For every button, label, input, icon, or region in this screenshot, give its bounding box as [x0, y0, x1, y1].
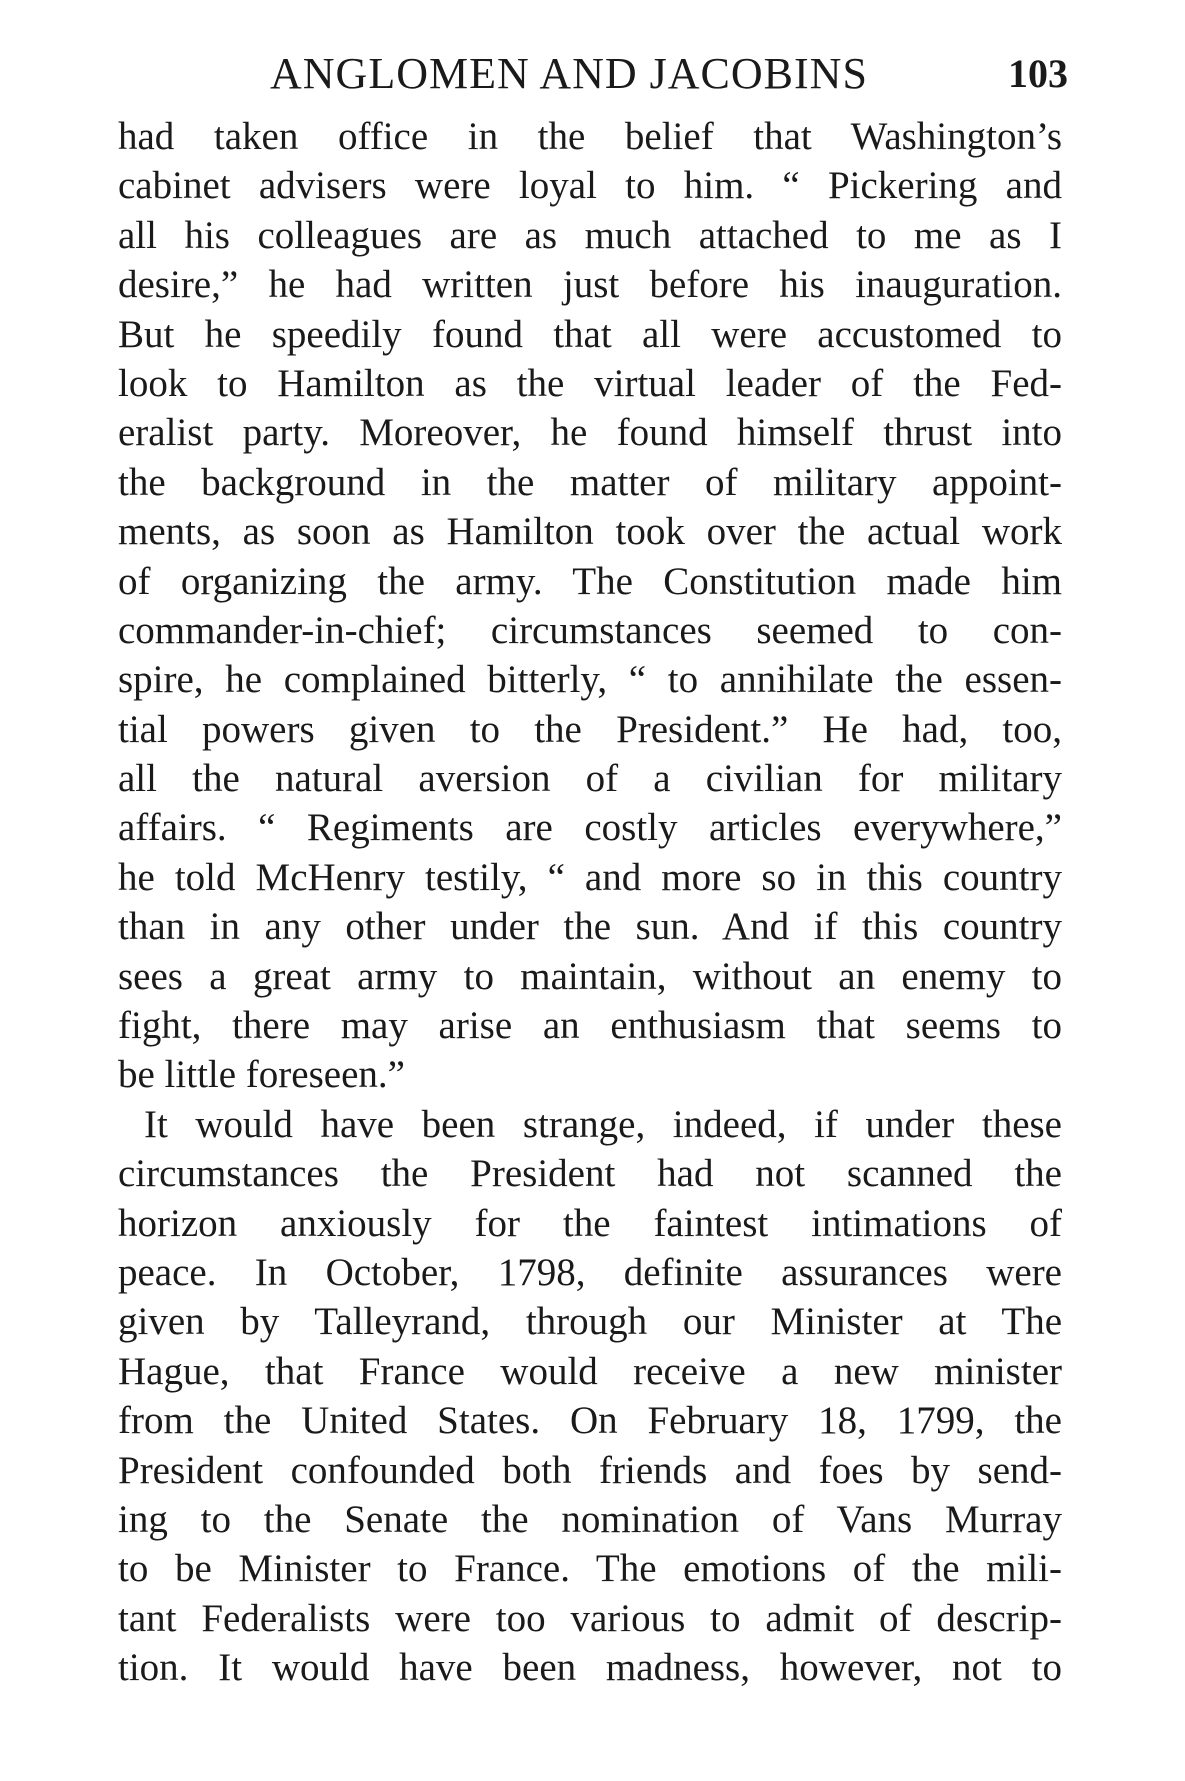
text-line: of organizing the army. The Constitution made him [118, 559, 1062, 603]
text-line: eralist party. Moreover, he found himself thrust into [118, 411, 1062, 455]
text-line: from the United States. On February 18, 1799, the [118, 1399, 1062, 1443]
running-title: ANGLOMEN AND JACOBINS [270, 49, 868, 98]
text-line: all his colleagues are as much attached to me as I [118, 213, 1062, 257]
text-line: desire,” he had written just before his inauguration. [118, 263, 1062, 307]
text-line: But he speedily found that all were accustomed to [118, 312, 1062, 356]
text-line: all the natural aversion of a civilian for military [118, 757, 1062, 801]
text-line: he told McHenry testily, “ and more so in this country [118, 855, 1062, 899]
text-line: tant Federalists were too various to admit of descrip- [118, 1596, 1062, 1640]
text-line: fight, there may arise an enthusiasm that seems to [118, 1004, 1062, 1048]
page-number: 103 [1008, 51, 1068, 96]
text-line: had taken office in the belief that Washington’s [118, 115, 1062, 158]
text-line: sees a great army to maintain, without an enemy to [118, 954, 1062, 998]
text-line: than in any other under the sun. And if this country [118, 905, 1062, 949]
text-line: tial powers given to the President.” He had, too, [118, 707, 1062, 751]
body-text [118, 112, 1062, 1693]
text-line: look to Hamilton as the virtual leader of the Fed- [118, 361, 1062, 405]
text-line: circumstances the President had not scanned the [118, 1152, 1062, 1196]
text-line: the background in the matter of military appoint- [118, 460, 1062, 504]
text-line: given by Talleyrand, through our Minister at The [118, 1300, 1062, 1344]
text-line: spire, he complained bitterly, “ to annihilate the essen- [118, 658, 1062, 702]
running-head [118, 44, 1068, 104]
text-line: to be Minister to France. The emotions of the mili- [118, 1547, 1062, 1591]
text-line: affairs. “ Regiments are costly articles everywhere,” [118, 806, 1062, 850]
text-line: cabinet advisers were loyal to him. “ Pickering and [118, 164, 1062, 208]
paragraph-end-line: be little foreseen.” [118, 1053, 405, 1097]
text-line: peace. In October, 1798, definite assurances were [118, 1250, 1062, 1294]
text-line: ing to the Senate the nomination of Vans Murray [118, 1497, 1062, 1541]
text-line: ments, as soon as Hamilton took over the actual work [118, 510, 1062, 554]
text-line: Hague, that France would receive a new minister [118, 1349, 1062, 1393]
text-line: tion. It would have been madness, however, not to [118, 1646, 1062, 1690]
text-line: horizon anxiously for the faintest intimations of [118, 1201, 1062, 1245]
text-line: President confounded both friends and foes by send- [118, 1448, 1062, 1492]
text-line: commander-in-chief; circumstances seemed to con- [118, 608, 1062, 652]
paragraph-start-line: It would have been strange, indeed, if under these [144, 1102, 1062, 1146]
